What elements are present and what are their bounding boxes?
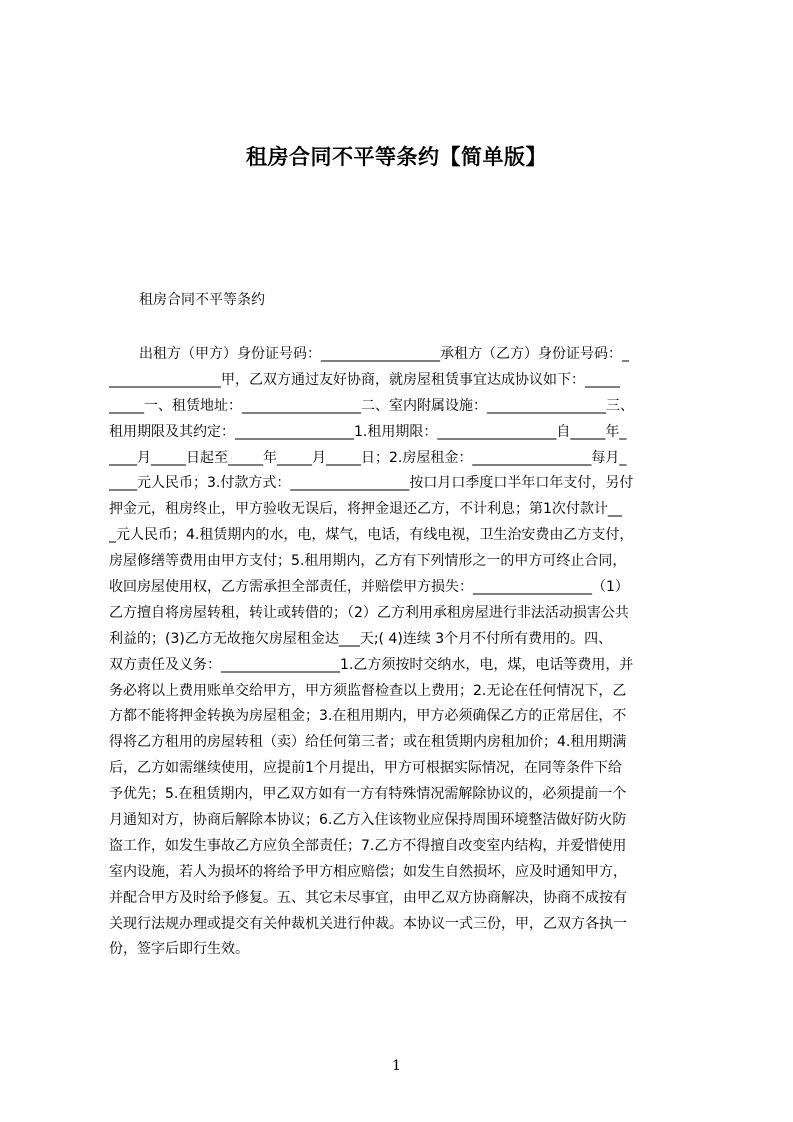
body-line: 得将乙方租用的房屋转租（卖）给任何第三者；或在租赁期内房租加价；4.租用期满 <box>109 734 627 751</box>
body-line: 押金元，租房终止，甲方验收无误后，将押金退还乙方，不计利息；第1次付款计__ <box>109 501 622 518</box>
body-line: 双方责任及义务：_________________1.乙方须按时交纳水，电，煤，电话等费用，并 <box>109 656 634 673</box>
body-line: 利益的；(3)乙方无故拖欠房屋租金达___天;( 4)连续 3个月不付所有费用的。四、 <box>109 630 613 647</box>
body-line: 份，签字后即行生效。 <box>109 941 249 958</box>
page-number: 1 <box>392 1058 401 1074</box>
body-line: 并配合甲方及时给予修复。五、其它未尽事宜，由甲乙双方协商解决，协商不成按有 <box>109 889 627 906</box>
body-line: ____月_____日起至_____年_____月_____日；2.房屋租金：_________________每月_ <box>109 449 627 466</box>
body-line: _元人民币；4.租赁期内的水，电，煤气，电话，有线电视，卫生治安费由乙方支付， <box>109 527 634 544</box>
body-line: 收回房屋使用权，乙方需承担全部责任，并赔偿甲方损失：_________________（1） <box>109 579 629 596</box>
body-line: 方都不能将押金转换为房屋租金；3.在租用期内，甲方必须确保乙方的正常居住，不 <box>109 708 627 725</box>
body-line: 房屋修缮等费用由甲方支付；5.租用期内，乙方有下列情形之一的甲方可终止合同， <box>109 553 627 570</box>
body-line: 月通知对方，协商后解除本协议；6.乙方入住该物业应保持周围环境整洁做好防火防 <box>109 812 627 829</box>
body-line: 盗工作，如发生事故乙方应负全部责任；7.乙方不得擅自改变室内结构，并爱惜使用 <box>109 837 627 854</box>
document-title: 租房合同不平等条约【简单版】 <box>246 145 547 169</box>
body-line: _____一、租赁地址：_________________二、室内附属设施：_________________三、 <box>109 397 634 414</box>
body-line: 出租方（甲方）身份证号码：_________________承租方（乙方）身份证号码：_ <box>139 346 629 362</box>
document-subtitle: 租房合同不平等条约 <box>139 292 265 308</box>
body-line: 予优先；5.在租赁期内，甲乙双方如有一方有特殊情况需解除协议的，必须提前一个 <box>109 786 627 803</box>
contract-body <box>109 342 699 963</box>
body-line: 务必将以上费用账单交给甲方，甲方须监督检查以上费用；2.无论在任何情况下，乙 <box>109 682 627 699</box>
body-line: 乙方擅自将房屋转租，转让或转借的；（2）乙方利用承租房屋进行非法活动损害公共 <box>109 604 629 621</box>
body-line: ____元人民币；3.付款方式：_________________按口月口季度口半年口年支付，另付 <box>109 475 634 492</box>
body-line: ________________甲，乙双方通过友好协商，就房屋租赁事宜达成协议如下：_____ <box>109 371 620 388</box>
body-line: 关现行法规办理或提交有关仲裁机关进行仲裁。本协议一式三份，甲，乙双方各执一 <box>109 915 627 932</box>
body-line: 后，乙方如需继续使用，应提前1个月提出，甲方可根据实际情况，在同等条件下给 <box>109 760 622 777</box>
body-line: 租用期限及其约定：_________________1.租用期限：_________________自_____年_ <box>109 423 627 440</box>
body-line: 室内设施，若人为损坏的将给予甲方相应赔偿；如发生自然损坏，应及时通知甲方， <box>109 863 627 880</box>
